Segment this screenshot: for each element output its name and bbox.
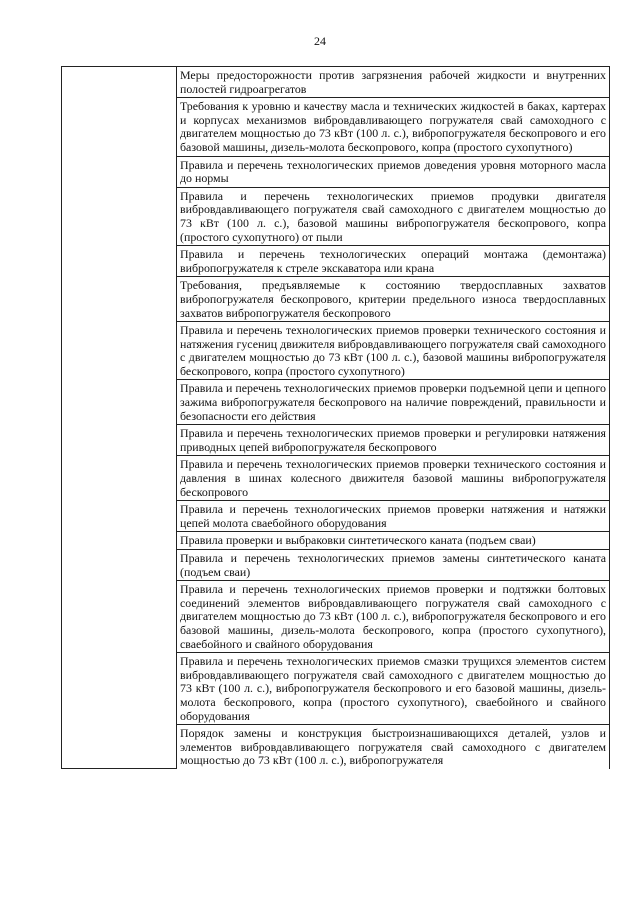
requirements-table: [61, 66, 610, 769]
table-cell: [177, 653, 610, 725]
table-cell: [177, 725, 610, 769]
table-cell: [177, 550, 610, 581]
cell-text: Правила и перечень технологических приемов проверки подъемной цепи и цепного зажима вибропогружателя бескопрового на наличие повреждений, правильности и безопасности его действия: [180, 381, 606, 423]
cell-text: Правила и перечень технологических приемов проверки и регулировки натяжения приводных цепей вибропогружателя бескопрового: [180, 426, 606, 454]
cell-text: Правила и перечень технологических приемов проверки технического состояния и давления в шинах колесного движителя базовой машины вибропогружателя бескопрового: [180, 457, 606, 499]
cell-text: Правила и перечень технологических операций монтажа (демонтажа) вибропогружателя к стреле экскаватора или крана: [180, 247, 606, 275]
table-cell: [177, 456, 610, 501]
table-cell: [177, 277, 610, 322]
table-cell: [177, 322, 610, 380]
table-cell: [177, 67, 610, 98]
cell-text: Правила и перечень технологических приемов проверки натяжения и натяжки цепей молота сваебойного оборудования: [180, 502, 606, 530]
table-cell: [177, 156, 610, 187]
table-cell: [177, 532, 610, 550]
cell-text: Правила и перечень технологических приемов замены синтетического каната (подъем сваи): [180, 551, 606, 579]
page-number: 24: [314, 34, 326, 48]
left-column-cell: [62, 67, 177, 769]
cell-text: Правила проверки и выбраковки синтетического каната (подъем сваи): [180, 533, 536, 548]
cell-text: Порядок замены и конструкция быстроизнашивающихся деталей, узлов и элементов вибровдавливающего погружателя свай самоходного с двигателем мощностью до 73 кВт (100 л. с.), вибропогружателя: [180, 726, 606, 768]
table-cell: [177, 187, 610, 245]
cell-text: Требования, предъявляемые к состоянию твердосплавных захватов вибропогружателя бескопрового, критерии предельного износа твердосплавных захватов вибропогружателя бескопрового: [180, 278, 606, 320]
table-row: [62, 67, 610, 98]
cell-text: Правила и перечень технологических приемов продувки двигателя вибровдавливающего погружателя свай самоходного с двигателем мощностью до 73 кВт (100 л. с.), базовой машины вибропогружателя бескопрового, копра (простого сухопутного) от пыли: [180, 188, 606, 244]
table-cell: [177, 581, 610, 653]
cell-text: Правила и перечень технологических приемов доведения уровня моторного масла до нормы: [180, 157, 606, 186]
table-cell: [177, 425, 610, 456]
cell-text: Правила и перечень технологических приемов проверки технического состояния и натяжения гусениц движителя вибровдавливающего погружателя свай самоходного с двигателем мощностью до 73 кВт (100 л. с.), базовой машины вибропогружателя бескопрового, копра (простого сухопутного): [180, 323, 606, 378]
cell-text: Требования к уровню и качеству масла и технических жидкостей в баках, картерах и корпусах механизмов вибровдавливающего погружателя свай самоходного с двигателем мощностью до 73 кВт (100 л. с.), вибропогружателя бескопрового и его базовой машины, дизель-молота бескопрового, копра (простого сухопутного): [180, 99, 606, 154]
cell-text: Правила и перечень технологических приемов смазки трущихся элементов систем вибровдавливающего погружателя свай самоходного с двигателем мощностью до 73 кВт (100 л. с.), вибропогружателя бескопрового и его базовой машины, дизель-молота бескопрового, копра (простого сухопутного), сваебойного и свайного оборудования: [180, 654, 606, 723]
cell-text: Правила и перечень технологических приемов проверки и подтяжки болтовых соединений элементов вибровдавливающего погружателя свай самоходного с двигателем мощностью до 73 кВт (100 л. с.), вибропогружателя бескопрового и его базовой машины, дизель-молота бескопрового, копра (простого сухопутного), сваебойного и свайного оборудования: [180, 582, 606, 651]
table-cell: [177, 246, 610, 277]
table-cell: [177, 501, 610, 532]
table-cell: [177, 380, 610, 425]
table-cell: [177, 98, 610, 156]
cell-text: Меры предосторожности против загрязнения рабочей жидкости и внутренних полостей гидроагрегатов: [180, 68, 606, 96]
